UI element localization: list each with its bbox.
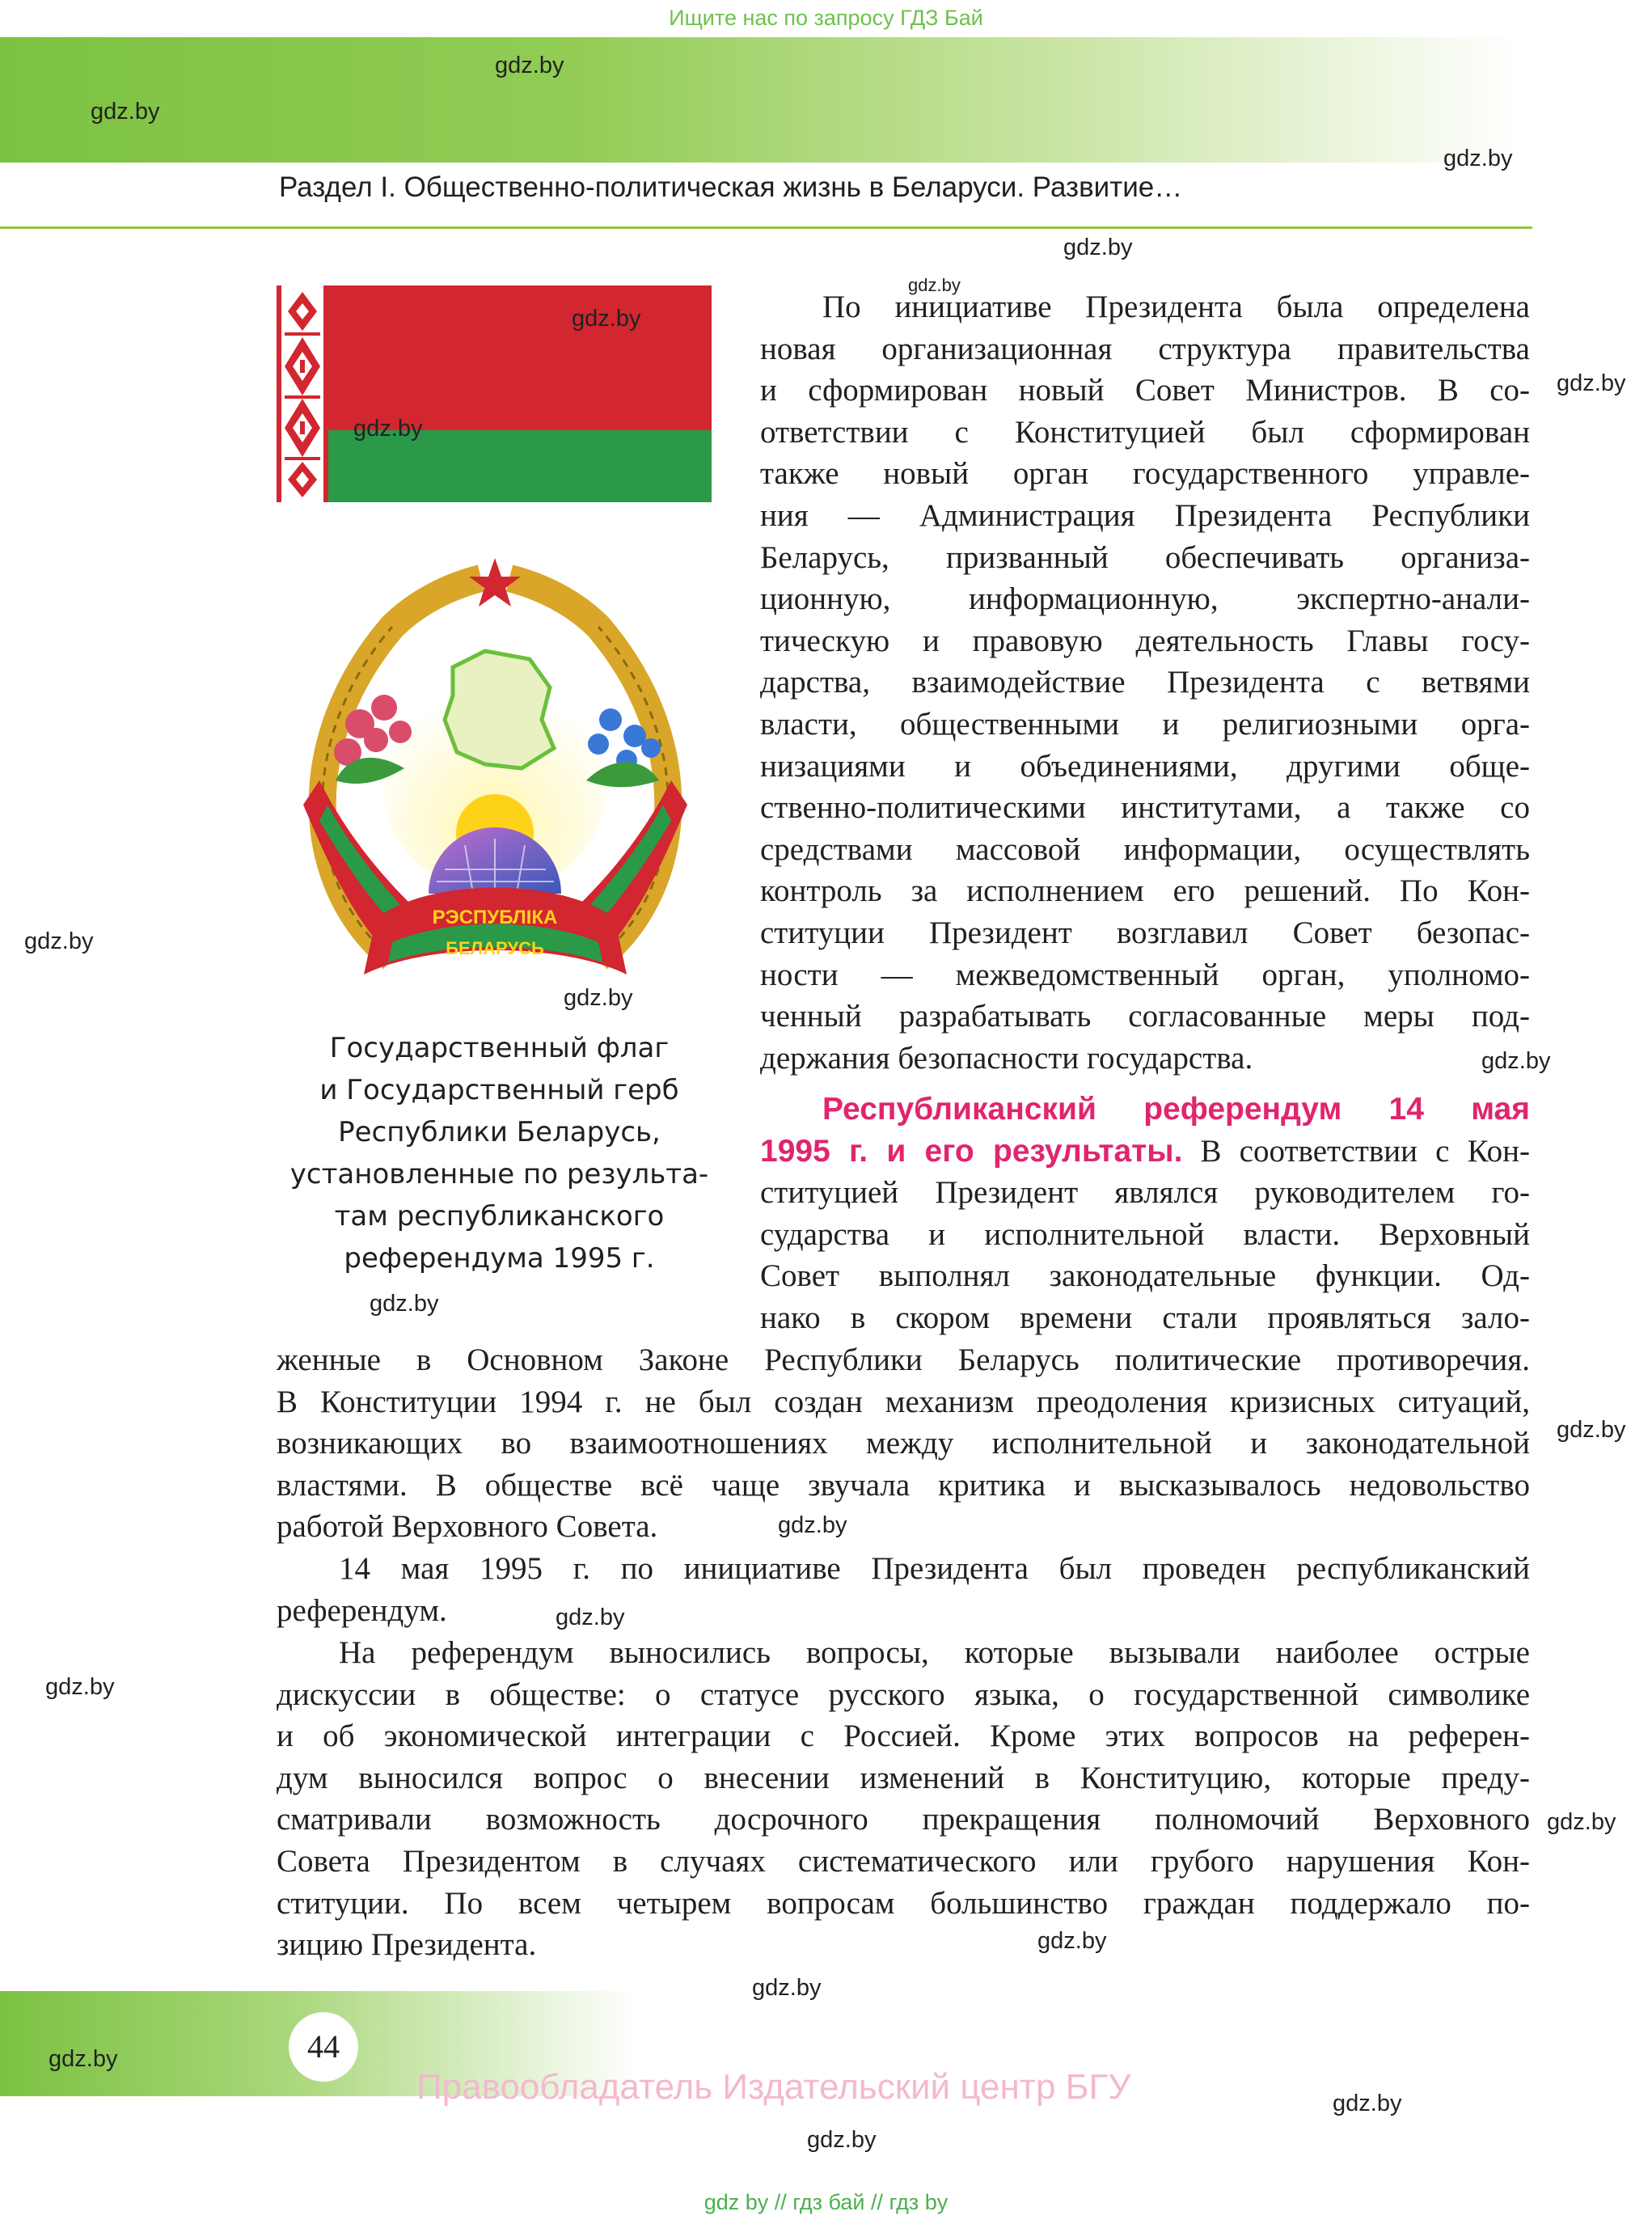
text-line: дискуссии в обществе: о статусе русского языка, о государственной символике: [277, 1676, 1530, 1712]
text-line: В Конституции 1994 г. не был создан механизм преодоления кризисных ситуаций,: [277, 1384, 1530, 1419]
bottom-links[interactable]: gdz by // гдз бай // гдз by: [703, 2190, 949, 2214]
text-line: возникающих во взаимоотношениях между исполнительной и законодательной: [277, 1426, 1530, 1461]
state-emblem-image: [271, 538, 720, 999]
watermark: gdz.by: [1557, 370, 1626, 396]
text-line: сударства и исполнительной власти. Верховный: [760, 1216, 1530, 1252]
watermark: gdz.by: [1547, 1809, 1616, 1835]
text-line: контроль за исполнением его решений. По Кон-: [760, 873, 1530, 909]
text-line: новая организационная структура правительства: [760, 331, 1530, 366]
section-heading-line: [760, 1089, 1530, 1131]
watermark: gdz.by: [1443, 146, 1513, 171]
text-line: ционную, информационную, экспертно-анали-: [760, 581, 1530, 617]
text-line: На референдум выносились вопросы, которые вызывали наиболее острые: [339, 1635, 1530, 1670]
section-heading: Республиканский референдум 14 мая: [822, 1092, 1530, 1127]
paragraph-referendum-intro: [760, 1089, 1530, 1339]
caption-line: установленные по результа-: [289, 1158, 709, 1190]
top-banner[interactable]: Ищите нас по запросу ГДЗ Бай: [669, 6, 983, 30]
caption-line: Государственный флаг: [329, 1032, 670, 1064]
paragraph-contradictions: [277, 1339, 1530, 1548]
caption-line: Республики Беларусь,: [338, 1116, 661, 1148]
watermark: gdz.by: [24, 928, 94, 954]
text-line: 14 мая 1995 г. по инициативе Президента был проведен республиканский: [339, 1551, 1530, 1586]
emblem-ribbon-top-text: РЭСПУБЛІКА: [432, 907, 558, 928]
text-line: ституции. По всем четырем вопросам большинство граждан поддержало по-: [277, 1885, 1530, 1921]
text-line: Совета Президентом в случаях систематического или грубого нарушения Кон-: [277, 1843, 1530, 1879]
text-line: тическую и правовую деятельность Главы госу-: [760, 623, 1530, 658]
text-line: дум выносился вопрос о внесении изменений в Конституцию, которые преду-: [277, 1760, 1530, 1795]
watermark: gdz.by: [495, 53, 564, 78]
text-line: ституции Президент возглавил Совет безопас-: [760, 915, 1530, 950]
text-line: По инициативе Президента была определена: [822, 290, 1530, 324]
watermark: gdz.by: [370, 1291, 439, 1317]
watermark: gdz.by: [752, 1975, 822, 2001]
emblem-ribbon-bottom-text: БЕЛАРУСЬ: [446, 938, 544, 958]
text-line: референдум.: [277, 1592, 447, 1628]
text-line: также новый орган государственного управле-: [760, 456, 1530, 492]
text-line: ния — Администрация Президента Республики: [760, 497, 1530, 533]
page-number: 44: [289, 2012, 358, 2082]
caption-line: там республиканского: [334, 1200, 665, 1233]
caption-line: референдума 1995 г.: [344, 1242, 655, 1275]
watermark: gdz.by: [572, 306, 641, 332]
text-line: и сформирован новый Совет Министров. В со-: [760, 373, 1530, 408]
text-line: дарства, взаимодействие Президента с ветвями: [760, 665, 1530, 700]
flag-ornament: [277, 285, 328, 502]
text-line: властями. В обществе всё чаще звучала критика и высказывалось недовольство: [277, 1467, 1530, 1503]
text-line: женные в Основном Законе Республики Беларусь политические противоречия.: [277, 1342, 1530, 1377]
watermark: gdz.by: [1557, 1417, 1626, 1443]
text-line: Совет выполнял законодательные функции. Од-: [760, 1258, 1530, 1294]
text-line: сматривали возможность досрочного прекращения полномочий Верховного: [277, 1802, 1530, 1837]
watermark: gdz.by: [353, 416, 423, 442]
watermark: gdz.by: [908, 275, 961, 295]
state-flag-image: [277, 285, 712, 502]
header-rule: [0, 226, 1532, 229]
text-line: [760, 1131, 1530, 1173]
text-line: средствами массовой информации, осуществлять: [760, 831, 1530, 867]
copyright-notice: Правообладатель Издательский центр БГУ: [416, 2067, 1131, 2107]
watermark: gdz.by: [91, 99, 160, 125]
watermark: gdz.by: [1063, 235, 1133, 260]
text-line: и об экономической интеграции с Россией. Кроме этих вопросов на референ-: [277, 1719, 1530, 1754]
flag-red-stripe: [328, 285, 712, 430]
watermark: gdz.by: [49, 2046, 118, 2072]
text-line: работой Верховного Совета.: [277, 1509, 658, 1545]
text-line: нако в скором времени стали проявляться зало-: [760, 1300, 1530, 1335]
watermark: gdz.by: [1037, 1928, 1107, 1954]
watermark: gdz.by: [778, 1512, 847, 1538]
watermark: gdz.by: [1481, 1048, 1551, 1074]
text-line: зицию Президента.: [277, 1927, 537, 1963]
paragraph-administration: [760, 286, 1530, 1079]
text-line: Беларусь, призванный обеспечивать организа-: [760, 539, 1530, 575]
watermark: gdz.by: [807, 2127, 877, 2153]
text-line: низациями и объединениями, другими обще-: [760, 748, 1530, 784]
text-line: ответствии с Конституцией был сформирован: [760, 414, 1530, 450]
header-band: [0, 37, 1652, 163]
figure-caption: [275, 1027, 724, 1279]
watermark: gdz.by: [564, 985, 633, 1011]
text-line: ституцией Президент являлся руководителем го-: [760, 1175, 1530, 1211]
section-heading-cont: 1995 г. и его результаты.: [760, 1133, 1183, 1169]
text-fragment: В соответствии с Кон-: [1200, 1133, 1531, 1169]
text-line: власти, общественными и религиозными орга-: [760, 706, 1530, 742]
text-line: держания безопасности государства.: [760, 1040, 1253, 1076]
text-line: ченный разрабатывать согласованные меры под-: [760, 999, 1530, 1034]
caption-line: и Государственный герб: [319, 1074, 679, 1106]
paragraph-referendum-questions: [277, 1632, 1530, 1966]
section-title: Раздел I. Общественно-политическая жизнь в Беларуси. Развитие…: [279, 171, 1183, 203]
text-line: ности — межведомственный орган, уполномо-: [760, 957, 1530, 992]
watermark: gdz.by: [1333, 2091, 1402, 2116]
watermark: gdz.by: [556, 1605, 625, 1630]
watermark: gdz.by: [45, 1674, 115, 1700]
paragraph-referendum-date: [277, 1548, 1530, 1631]
text-line: ственно-политическими институтами, а также со: [760, 790, 1530, 826]
